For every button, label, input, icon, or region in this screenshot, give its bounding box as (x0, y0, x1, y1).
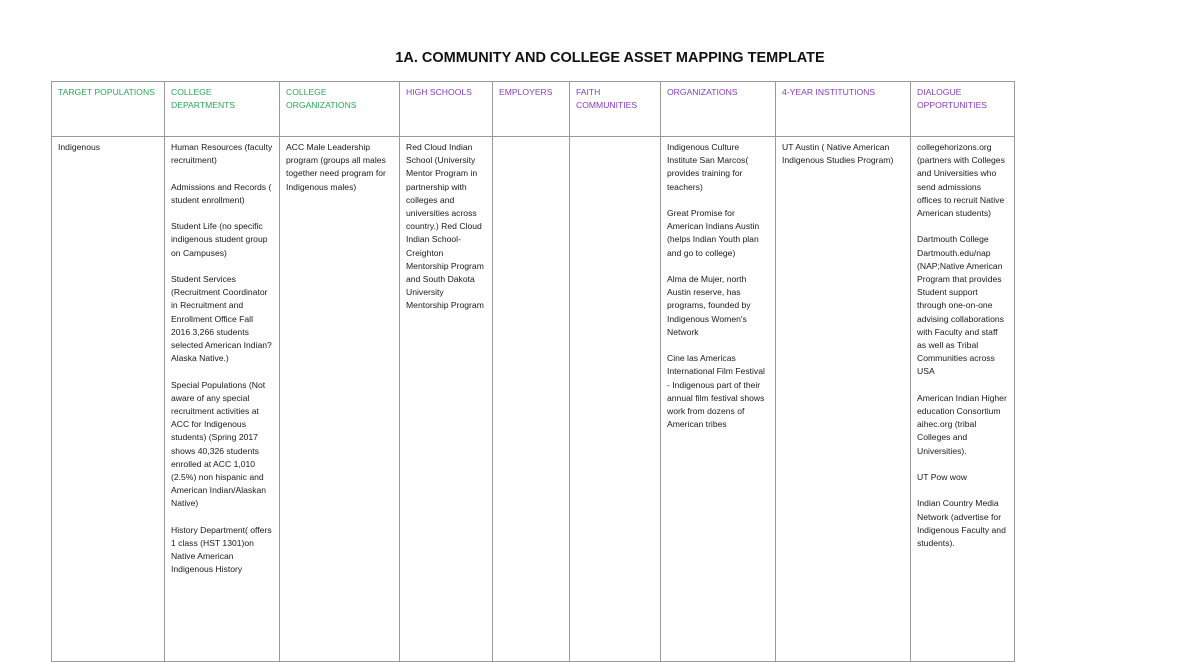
list-item: Cine las Americas International Film Festival - Indigenous part of their annual film festival shows work from dozens of American tribes (667, 353, 765, 430)
list-item: UT Austin ( Native American Indigenous Studies Program) (782, 142, 894, 166)
cell-employers (493, 137, 570, 662)
list-item: Admissions and Records ( student enrollment) (171, 181, 272, 205)
list-item: Student Life (no specific indigenous student group on Campuses) (171, 221, 268, 258)
table-row (52, 137, 1015, 662)
list-item: History Department( offers 1 class (HST 1301)on Native American Indigenous History (171, 524, 272, 575)
header-high-schools: HIGH SCHOOLS (400, 82, 493, 137)
list-item: Indian Country Media Network (advertise for Indigenous Faculty and students). (917, 498, 1006, 549)
header-faith-communities: FAITH COMMUNITIES (570, 82, 661, 137)
list-item: Red Cloud Indian School (University Mentor Program in partnership with colleges and universities across country.) Red Cloud Indian School-Creighton Mentorship Program and South Dakota University Mentorship Program (406, 142, 484, 311)
cell-faith-communities (570, 137, 661, 662)
list-item: Dartmouth College Dartmouth.edu/nap (NAP;Native American Program that provides Student support through one-on-one advising collaborations with Faculty and staff as well as Tribal Communities across USA (917, 234, 1004, 377)
cell-high-schools (400, 137, 493, 662)
page-title: 1A. COMMUNITY AND COLLEGE ASSET MAPPING TEMPLATE (395, 50, 825, 66)
header-target-populations: TARGET POPULATIONS (52, 82, 165, 137)
header-row (52, 82, 1015, 137)
list-item: ACC Male Leadership program (groups all males together need program for Indigenous males) (286, 142, 386, 192)
list-item: collegehorizons.org (partners with Colleges and Universities who send admissions offices to recruit Native American students) (917, 142, 1005, 219)
header-organizations: ORGANIZATIONS (661, 82, 776, 137)
header-four-year-institutions: 4-YEAR INSTITUTIONS (776, 82, 911, 137)
header-college-departments: COLLEGE DEPARTMENTS (165, 82, 280, 137)
list-item: American Indian Higher education Consortium aihec.org (tribal Colleges and Universities). (917, 392, 1007, 456)
list-item: Human Resources (faculty recruitment) (171, 142, 273, 166)
list-item: Student Services (Recruitment Coordinator in Recruitment and Enrollment Office Fall 2016 3,266 students selected American Indian? Alaska Native.) (171, 273, 272, 364)
cell-dialogue-opportunities (911, 137, 1015, 662)
asset-mapping-table (51, 81, 1015, 662)
header-dialogue-opportunities: DIALOGUE OPPORTUNITIES (911, 82, 1015, 137)
header-college-organizations: COLLEGE ORGANIZATIONS (280, 82, 400, 137)
cell-target-population: Indigenous (52, 137, 165, 662)
header-employers: EMPLOYERS (493, 82, 570, 137)
list-item: Alma de Mujer, north Austin reserve, has programs, founded by Indigenous Women's Network (667, 274, 751, 337)
list-item: Special Populations (Not aware of any special recruitment activities at ACC for Indigenous students) (Spring 2017 shows 40,326 students enrolled at ACC 1,010 (2.5%) non hispanic and American Indian/Alaskan Native) (171, 379, 267, 509)
cell-organizations (661, 137, 776, 662)
cell-four-year-institutions (776, 137, 911, 662)
cell-college-organizations (280, 137, 400, 662)
list-item: UT Pow wow (917, 472, 967, 483)
cell-college-departments (165, 137, 280, 662)
list-item: Great Promise for American Indians Austin (helps Indian Youth plan and go to college) (667, 208, 760, 258)
list-item: Indigenous Culture Institute San Marcos( provides training for teachers) (667, 142, 749, 192)
